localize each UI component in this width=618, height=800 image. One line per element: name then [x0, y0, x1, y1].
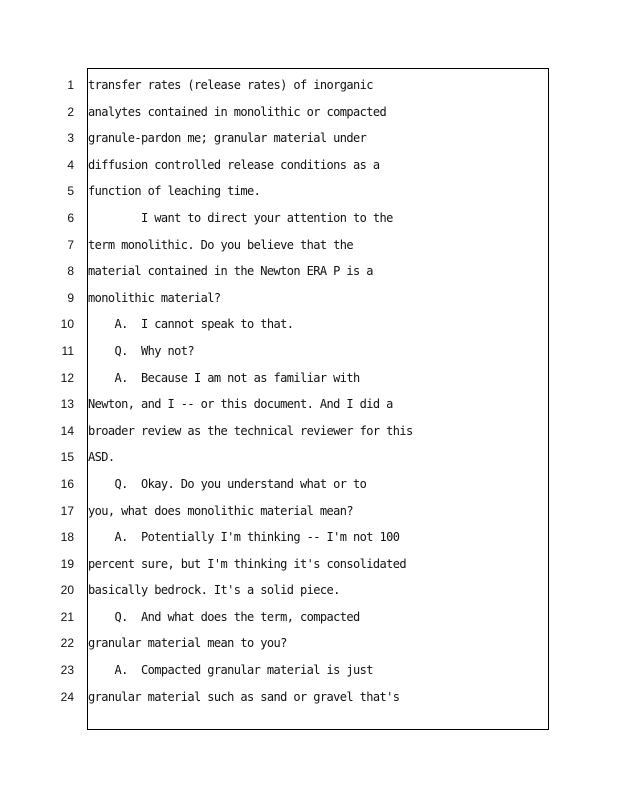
- transcript-text: [88, 76, 546, 714]
- line-number: 3: [67, 131, 74, 146]
- transcript-line: term monolithic. Do you believe that the: [88, 237, 353, 252]
- line-number: 16: [60, 476, 74, 491]
- line-number: 20: [60, 583, 74, 598]
- transcript-line: I want to direct your attention to the: [88, 210, 393, 225]
- line-number: 8: [67, 264, 74, 279]
- line-number: 17: [60, 503, 74, 518]
- line-number-column: [50, 76, 74, 714]
- transcript-line: A. Because I am not as familiar with: [88, 370, 360, 385]
- line-number: 23: [60, 663, 74, 678]
- transcript-line: ASD.: [88, 450, 115, 465]
- transcript-line: A. Compacted granular material is just: [88, 663, 373, 678]
- transcript-line: Q. And what does the term, compacted: [88, 609, 360, 624]
- line-number: 6: [67, 210, 74, 225]
- transcript-line: granular material mean to you?: [88, 636, 287, 651]
- line-number: 7: [67, 237, 74, 252]
- line-number: 14: [60, 423, 74, 438]
- transcript-line: analytes contained in monolithic or compacted: [88, 104, 387, 119]
- line-number: 15: [60, 450, 74, 465]
- transcript-line: transfer rates (release rates) of inorganic: [88, 78, 373, 92]
- line-number: 11: [61, 343, 74, 358]
- transcript-line: Q. Why not?: [88, 343, 194, 358]
- transcript-line: diffusion controlled release conditions as a: [88, 157, 380, 172]
- transcript-line: granule-pardon me; granular material under: [88, 131, 367, 146]
- line-number: 10: [60, 317, 74, 332]
- transcript-line: Newton, and I -- or this document. And I did a: [88, 397, 393, 412]
- transcript-line: A. I cannot speak to that.: [88, 317, 294, 332]
- transcript-line: percent sure, but I'm thinking it's consolidated: [88, 556, 406, 571]
- line-number: 22: [60, 636, 74, 651]
- transcript-line: broader review as the technical reviewer for this: [88, 423, 413, 438]
- line-number: 18: [60, 530, 74, 545]
- transcript-line: basically bedrock. It's a solid piece.: [88, 583, 340, 598]
- transcript-line: you, what does monolithic material mean?: [88, 503, 353, 518]
- line-number: 24: [60, 689, 74, 704]
- transcript-line: granular material such as sand or gravel that's: [88, 689, 400, 704]
- transcript-line: Q. Okay. Do you understand what or to: [88, 476, 367, 491]
- line-number: 9: [67, 290, 74, 305]
- transcript-line: monolithic material?: [88, 290, 221, 305]
- transcript-line: material contained in the Newton ERA P is a: [88, 264, 373, 279]
- line-number: 21: [60, 609, 74, 624]
- line-number: 13: [60, 397, 74, 412]
- line-number: 5: [67, 184, 74, 199]
- transcript-line: function of leaching time.: [88, 184, 261, 199]
- line-number: 12: [60, 370, 74, 385]
- line-number: 2: [67, 104, 74, 119]
- line-number: 4: [67, 157, 74, 172]
- line-number: 1: [67, 78, 74, 92]
- transcript-line: A. Potentially I'm thinking -- I'm not 100: [88, 530, 400, 545]
- line-number: 19: [60, 556, 74, 571]
